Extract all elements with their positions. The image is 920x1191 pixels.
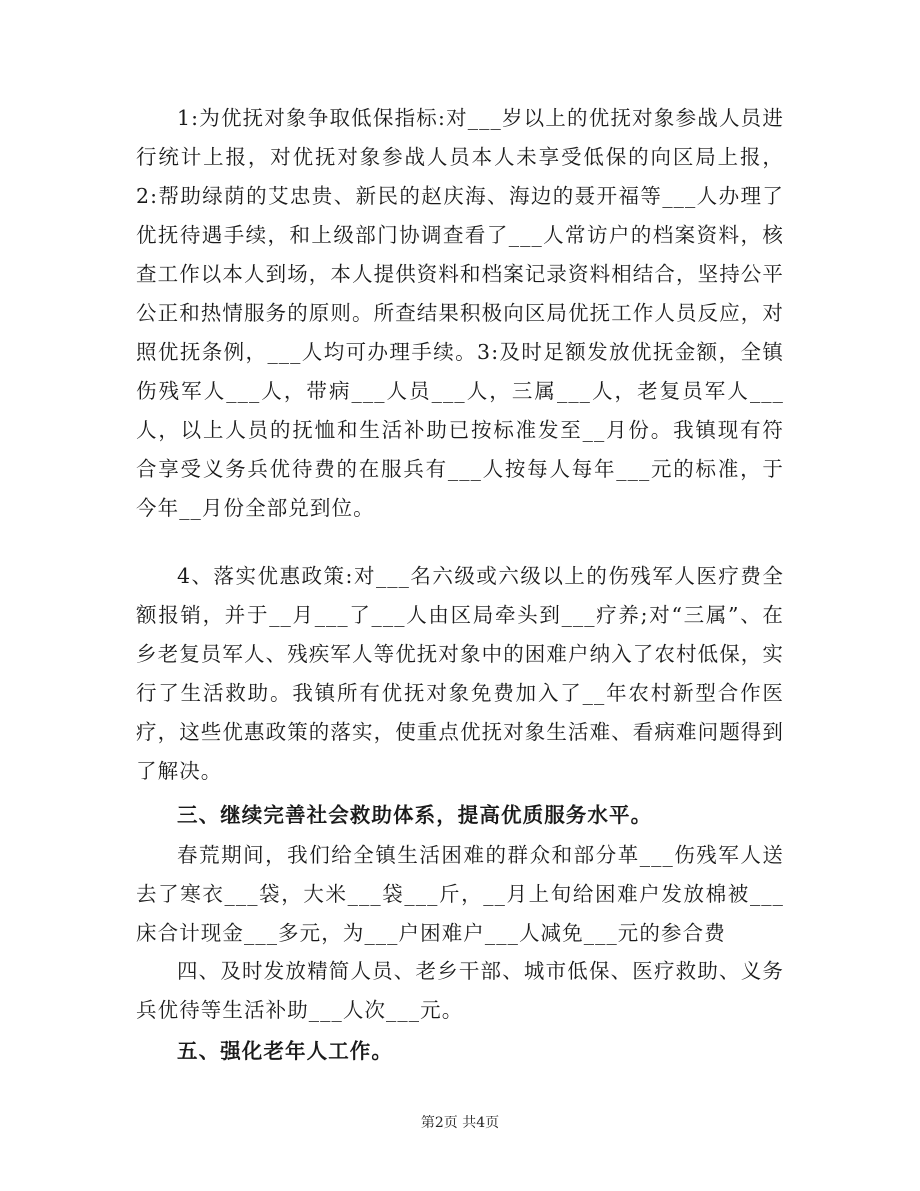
paragraph-subsidy-distribution: 四、及时发放精简人员、老乡干部、城市低保、医疗救助、义务兵优待等生活补助___人次___元。 (136, 959, 784, 1022)
paragraph-preferential-policies: 4、落实优惠政策:对___名六级或六级以上的伤残军人医疗费全额报销，并于__月___了___人由区局牵头到___疗养;对“三属”、在乡老复员军人、残疾军人等优抚对象中的困难户纳入了农村低保，实行了生活救助。我镇所有优抚对象免费加入了__年农村新型合作医疗，这些优惠政策的落实，使重点优抚对象生活难、看病难问题得到了解决。 (136, 564, 784, 783)
section-heading-elderly-work: 五、强化老年人工作。 (177, 1039, 393, 1063)
paragraph-spring-relief: 春荒期间，我们给全镇生活困难的群众和部分革___伤残军人送去了寒衣___袋，大米___袋___斤，__月上旬给困难户发放棉被___床合计现金___多元，为___户困难户___人减免___元的参合费 (136, 843, 784, 945)
page-number-footer: 第2页 共4页 (420, 1115, 500, 1131)
section-heading-social-assistance: 三、继续完善社会救助体系，提高优质服务水平。 (177, 803, 653, 827)
paragraph-preferential-care-items: 1:为优抚对象争取低保指标:对___岁以上的优抚对象参战人员进行统计上报，对优抚对象参战人员本人未享受低保的向区局上报，2:帮助绿荫的艾忠贵、新民的赵庆海、海边的聂开福等___人办理了优抚待遇手续，和上级部门协调查看了___人常访户的档案资料，核查工作以本人到场，本人提供资料和档案记录资料相结合，坚持公平公正和热情服务的原则。所查结果积极向区局优抚工作人员反应，对照优抚条例，___人均可办理手续。3:及时足额发放优抚金额，全镇伤残军人___人，带病___人员___人，三属___人，老复员军人___人，以上人员的抚恤和生活补助已按标准发至__月份。我镇现有符合享受义务兵优待费的在服兵有___人按每人每年___元的标准，于今年__月份全部兑到位。 (136, 106, 784, 520)
